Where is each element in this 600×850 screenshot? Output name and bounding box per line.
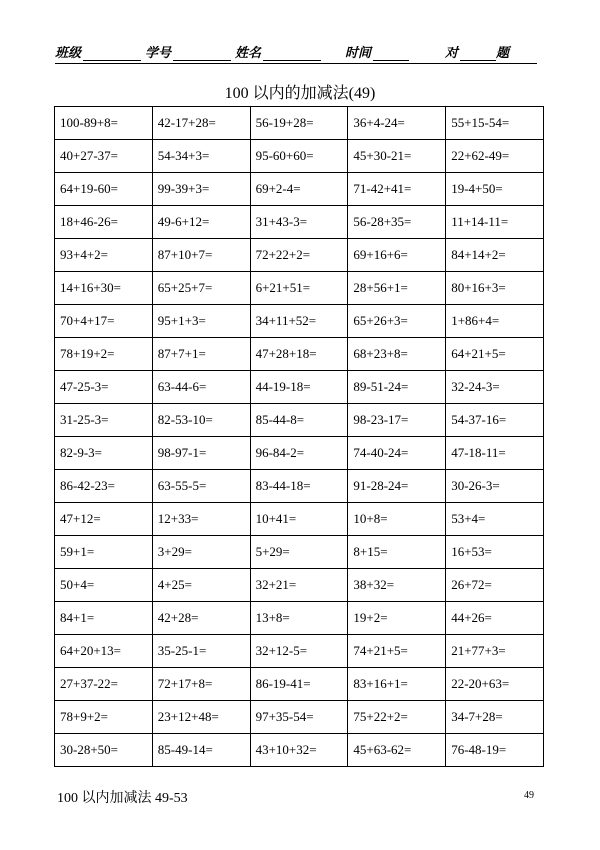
problem-cell: 72+22+2= (250, 239, 348, 272)
problem-row (55, 272, 544, 305)
problem-cell: 21+77+3= (446, 635, 544, 668)
score-blank (460, 47, 496, 61)
problem-cell: 71-42+41= (348, 173, 446, 206)
problem-cell: 59+1= (55, 536, 153, 569)
problem-cell: 69+2-4= (250, 173, 348, 206)
time-field (345, 42, 409, 61)
class-field (55, 42, 141, 61)
problem-cell: 68+23+8= (348, 338, 446, 371)
class-blank (83, 47, 141, 61)
problem-cell: 19-4+50= (446, 173, 544, 206)
problem-cell: 31+43-3= (250, 206, 348, 239)
problem-cell: 97+35-54= (250, 701, 348, 734)
problem-cell: 43+10+32= (250, 734, 348, 767)
problem-cell: 18+46-26= (55, 206, 153, 239)
problem-cell: 64+21+5= (446, 338, 544, 371)
problem-cell: 89-51-24= (348, 371, 446, 404)
problem-row (55, 701, 544, 734)
problem-row (55, 470, 544, 503)
problem-cell: 22-20+63= (446, 668, 544, 701)
time-blank (373, 47, 409, 61)
problem-cell: 55+15-54= (446, 107, 544, 140)
problem-cell: 42+28= (152, 602, 250, 635)
problem-cell: 13+8= (250, 602, 348, 635)
problem-cell: 6+21+51= (250, 272, 348, 305)
problem-cell: 98-97-1= (152, 437, 250, 470)
problem-cell: 98-23-17= (348, 404, 446, 437)
problem-cell: 54-37-16= (446, 404, 544, 437)
problem-cell: 80+16+3= (446, 272, 544, 305)
worksheet-header (55, 42, 535, 62)
problem-row (55, 602, 544, 635)
problem-cell: 65+26+3= (348, 305, 446, 338)
problem-cell: 75+22+2= (348, 701, 446, 734)
problem-cell: 42-17+28= (152, 107, 250, 140)
problem-cell: 87+10+7= (152, 239, 250, 272)
time-label: 时间 (345, 46, 372, 61)
problem-cell: 11+14-11= (446, 206, 544, 239)
problem-cell: 32+12-5= (250, 635, 348, 668)
problem-cell: 36+4-24= (348, 107, 446, 140)
problem-cell: 28+56+1= (348, 272, 446, 305)
page-number: 49 (524, 790, 534, 801)
problem-cell: 74-40-24= (348, 437, 446, 470)
problem-cell: 82-53-10= (152, 404, 250, 437)
problem-cell: 49-6+12= (152, 206, 250, 239)
problem-cell: 72+17+8= (152, 668, 250, 701)
problem-cell: 84+14+2= (446, 239, 544, 272)
problem-row (55, 536, 544, 569)
name-blank (263, 47, 321, 61)
problem-cell: 78+19+2= (55, 338, 153, 371)
problem-row (55, 140, 544, 173)
problem-cell: 32+21= (250, 569, 348, 602)
problem-cell: 56-28+35= (348, 206, 446, 239)
problem-cell: 87+7+1= (152, 338, 250, 371)
problem-cell: 96-84-2= (250, 437, 348, 470)
student-id-field (145, 42, 231, 61)
problem-cell: 38+32= (348, 569, 446, 602)
problem-row (55, 569, 544, 602)
problem-cell: 32-24-3= (446, 371, 544, 404)
problem-cell: 47-25-3= (55, 371, 153, 404)
student-id-label: 学号 (145, 46, 172, 61)
problem-cell: 86-19-41= (250, 668, 348, 701)
problem-cell: 19+2= (348, 602, 446, 635)
problem-cell: 85-44-8= (250, 404, 348, 437)
header-rule (55, 63, 537, 64)
problem-cell: 50+4= (55, 569, 153, 602)
problem-cell: 56-19+28= (250, 107, 348, 140)
problem-cell: 47+28+18= (250, 338, 348, 371)
problem-cell: 84+1= (55, 602, 153, 635)
problem-cell: 91-28-24= (348, 470, 446, 503)
problem-row (55, 371, 544, 404)
problem-cell: 86-42-23= (55, 470, 153, 503)
score-field (445, 42, 509, 61)
problem-cell: 40+27-37= (55, 140, 153, 173)
problem-row (55, 107, 544, 140)
problem-grid (54, 106, 544, 767)
problem-cell: 12+33= (152, 503, 250, 536)
problem-cell: 5+29= (250, 536, 348, 569)
problem-cell: 16+53= (446, 536, 544, 569)
problem-cell: 45+30-21= (348, 140, 446, 173)
problem-cell: 4+25= (152, 569, 250, 602)
problem-cell: 45+63-62= (348, 734, 446, 767)
footer-series: 100 以内加减法 49-53 (57, 791, 188, 806)
problem-cell: 30-26-3= (446, 470, 544, 503)
problem-row (55, 503, 544, 536)
problem-cell: 22+62-49= (446, 140, 544, 173)
problem-cell: 83+16+1= (348, 668, 446, 701)
problem-cell: 99-39+3= (152, 173, 250, 206)
problem-cell: 82-9-3= (55, 437, 153, 470)
problem-cell: 63-44-6= (152, 371, 250, 404)
problem-cell: 64+20+13= (55, 635, 153, 668)
problem-cell: 53+4= (446, 503, 544, 536)
problem-cell: 47-18-11= (446, 437, 544, 470)
problem-grid-body (55, 107, 544, 767)
problem-cell: 26+72= (446, 569, 544, 602)
problem-cell: 76-48-19= (446, 734, 544, 767)
problem-cell: 31-25-3= (55, 404, 153, 437)
problem-cell: 34+11+52= (250, 305, 348, 338)
problem-cell: 78+9+2= (55, 701, 153, 734)
problem-row (55, 668, 544, 701)
problem-cell: 95-60+60= (250, 140, 348, 173)
problem-row (55, 305, 544, 338)
problem-cell: 35-25-1= (152, 635, 250, 668)
problem-cell: 44+26= (446, 602, 544, 635)
problem-cell: 100-89+8= (55, 107, 153, 140)
problem-cell: 83-44-18= (250, 470, 348, 503)
problem-cell: 44-19-18= (250, 371, 348, 404)
problem-cell: 63-55-5= (152, 470, 250, 503)
problem-cell: 10+8= (348, 503, 446, 536)
problem-row (55, 338, 544, 371)
problem-row (55, 404, 544, 437)
class-label: 班级 (55, 46, 82, 61)
problem-cell: 70+4+17= (55, 305, 153, 338)
problem-cell: 69+16+6= (348, 239, 446, 272)
problem-cell: 74+21+5= (348, 635, 446, 668)
student-id-blank (173, 47, 231, 61)
problem-cell: 65+25+7= (152, 272, 250, 305)
name-field (235, 42, 321, 61)
problem-row (55, 239, 544, 272)
problem-cell: 47+12= (55, 503, 153, 536)
problem-row (55, 734, 544, 767)
problem-row (55, 437, 544, 470)
problem-cell: 14+16+30= (55, 272, 153, 305)
problem-cell: 27+37-22= (55, 668, 153, 701)
problem-cell: 93+4+2= (55, 239, 153, 272)
problem-cell: 95+1+3= (152, 305, 250, 338)
problem-cell: 10+41= (250, 503, 348, 536)
problem-cell: 8+15= (348, 536, 446, 569)
problem-cell: 30-28+50= (55, 734, 153, 767)
problem-cell: 85-49-14= (152, 734, 250, 767)
problem-cell: 34-7+28= (446, 701, 544, 734)
problem-cell: 1+86+4= (446, 305, 544, 338)
worksheet-title: 100 以内的加减法(49) (224, 85, 376, 102)
correct-label: 对 (445, 46, 459, 61)
problem-cell: 3+29= (152, 536, 250, 569)
problem-row (55, 206, 544, 239)
problem-cell: 64+19-60= (55, 173, 153, 206)
name-label: 姓名 (235, 46, 262, 61)
problem-row (55, 173, 544, 206)
count-label: 题 (496, 46, 510, 61)
problem-row (55, 635, 544, 668)
problem-cell: 54-34+3= (152, 140, 250, 173)
problem-cell: 23+12+48= (152, 701, 250, 734)
